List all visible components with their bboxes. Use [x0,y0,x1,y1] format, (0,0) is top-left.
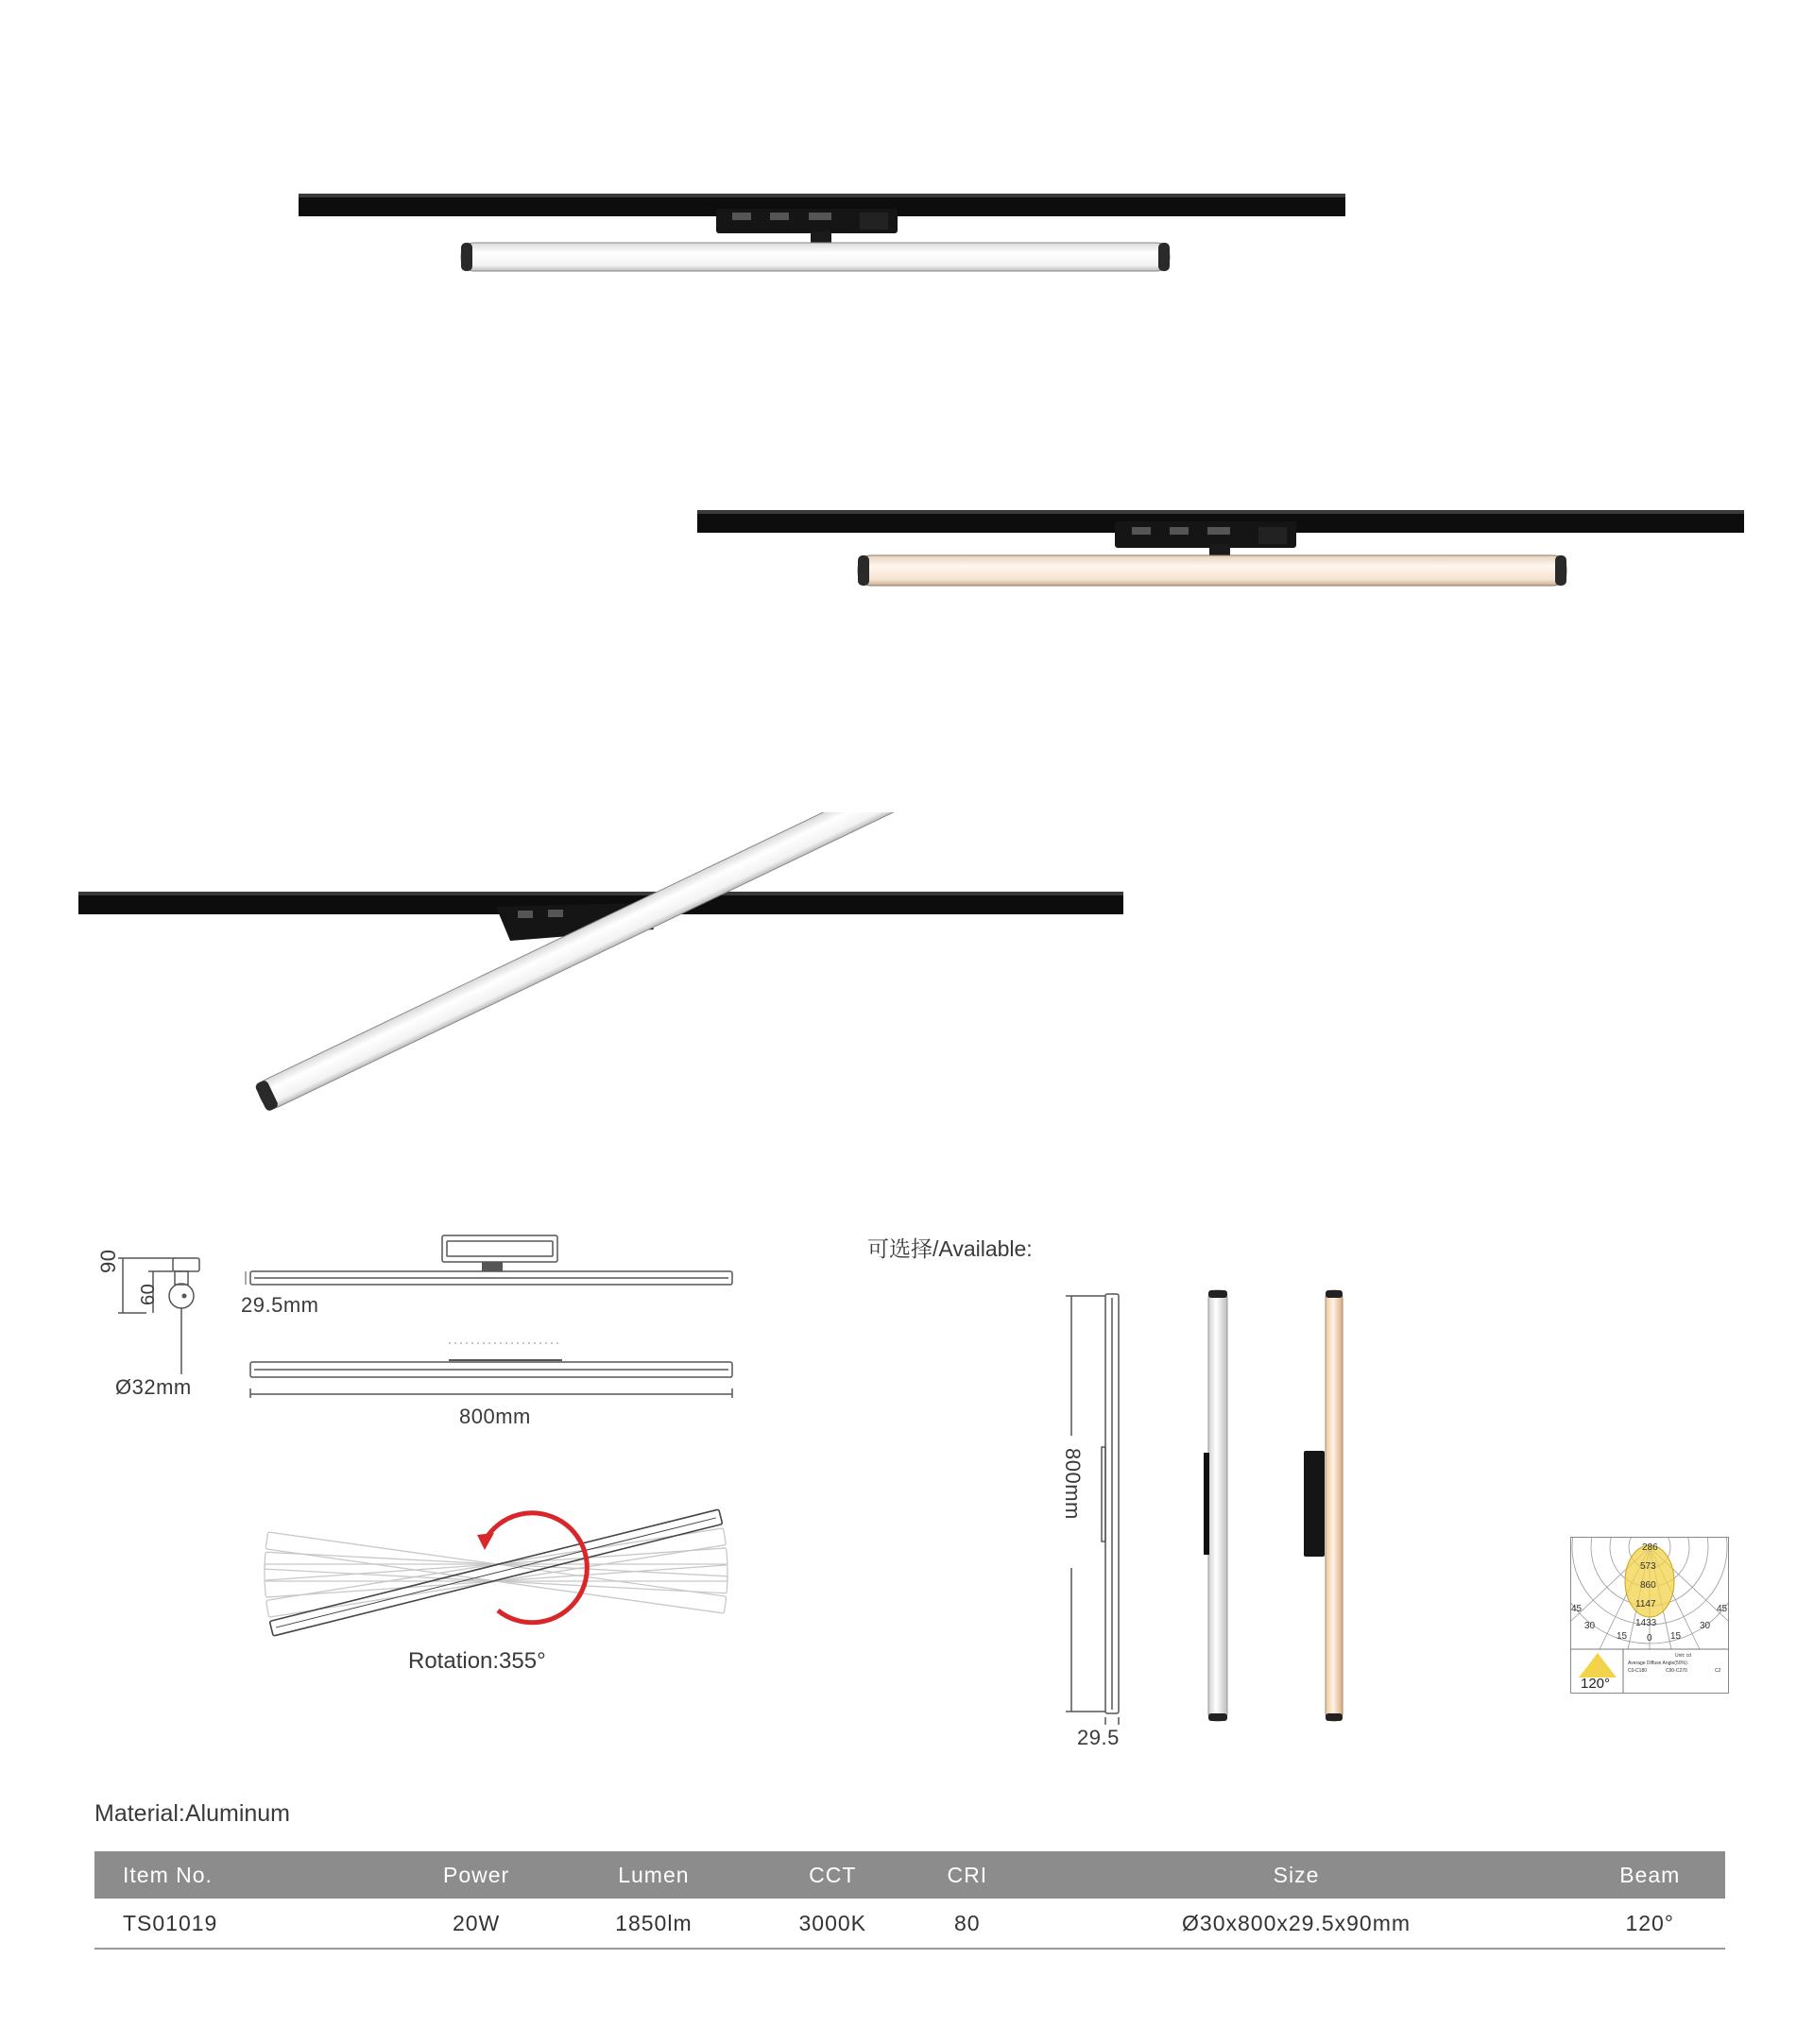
legend-item-c2: C2 [1715,1668,1721,1674]
angle-left-45: 45 [1571,1604,1583,1614]
light-tube [461,243,1170,271]
vertical-tube-cool [1200,1285,1238,1729]
light-tube [858,555,1566,586]
unit-label: Unit: cd [1675,1653,1691,1659]
material-label: Material:Aluminum [94,1800,291,1827]
height-adapter-label: 60 [138,1283,159,1305]
angle-right-30: 30 [1700,1621,1711,1631]
cell-size: Ø30x800x29.5x90mm [1018,1899,1575,1949]
intensity-573: 573 [1640,1561,1656,1572]
header-size: Size [1018,1851,1575,1899]
angle-right-45: 45 [1717,1604,1728,1614]
angle-left-15: 15 [1617,1631,1628,1642]
product-photo-cool [293,184,1351,279]
spec-table-header [94,1851,1725,1899]
legend-item-c90: C90-C270 [1666,1668,1687,1674]
header-beam: Beam [1574,1851,1725,1899]
cell-cct: 3000K [749,1899,916,1949]
vertical-depth-label: 29.5 [1077,1726,1120,1749]
table-row [94,1899,1725,1949]
intensity-860: 860 [1640,1580,1656,1591]
track-adapter [716,209,898,245]
spec-table [94,1851,1725,1950]
product-photo-warm [690,501,1748,595]
header-power: Power [394,1851,558,1899]
legend-title: Average Diffuse Angle(50%): [1628,1661,1689,1666]
cell-beam: 120° [1574,1899,1725,1949]
rotation-label: Rotation:355° [408,1648,546,1674]
available-label: 可选择/Available: [867,1236,1033,1261]
cell-item-no: TS01019 [94,1899,394,1949]
vertical-length-label: 800mm [1061,1448,1085,1520]
beam-cone [1579,1653,1617,1678]
cell-power: 20W [394,1899,558,1949]
track-adapter [1115,521,1296,557]
beam-badge: 120° [1581,1676,1611,1692]
intensity-286: 286 [1642,1542,1658,1553]
cell-cri: 80 [916,1899,1018,1949]
cell-lumen: 1850lm [558,1899,748,1949]
height-total-label: 90 [96,1249,120,1273]
angle-left-30: 30 [1584,1621,1596,1631]
intensity-1147: 1147 [1635,1599,1656,1610]
diameter-label: Ø32mm [115,1375,192,1399]
length-label: 800mm [459,1405,531,1428]
header-cct: CCT [749,1851,916,1899]
product-photo-rotated [76,812,1134,1115]
tube-depth-label: 29.5mm [241,1293,319,1317]
legend-item-c0: C0-C180 [1628,1668,1648,1674]
header-cri: CRI [916,1851,1018,1899]
vertical-tube-warm [1294,1285,1351,1729]
light-tube [254,812,906,1112]
intensity-1433: 1433 [1635,1618,1657,1628]
angle-center-0: 0 [1647,1633,1652,1644]
angle-right-15: 15 [1670,1631,1682,1642]
photometric-diagram [1570,1537,1729,1694]
header-lumen: Lumen [558,1851,748,1899]
header-item-no: Item No. [94,1851,394,1899]
